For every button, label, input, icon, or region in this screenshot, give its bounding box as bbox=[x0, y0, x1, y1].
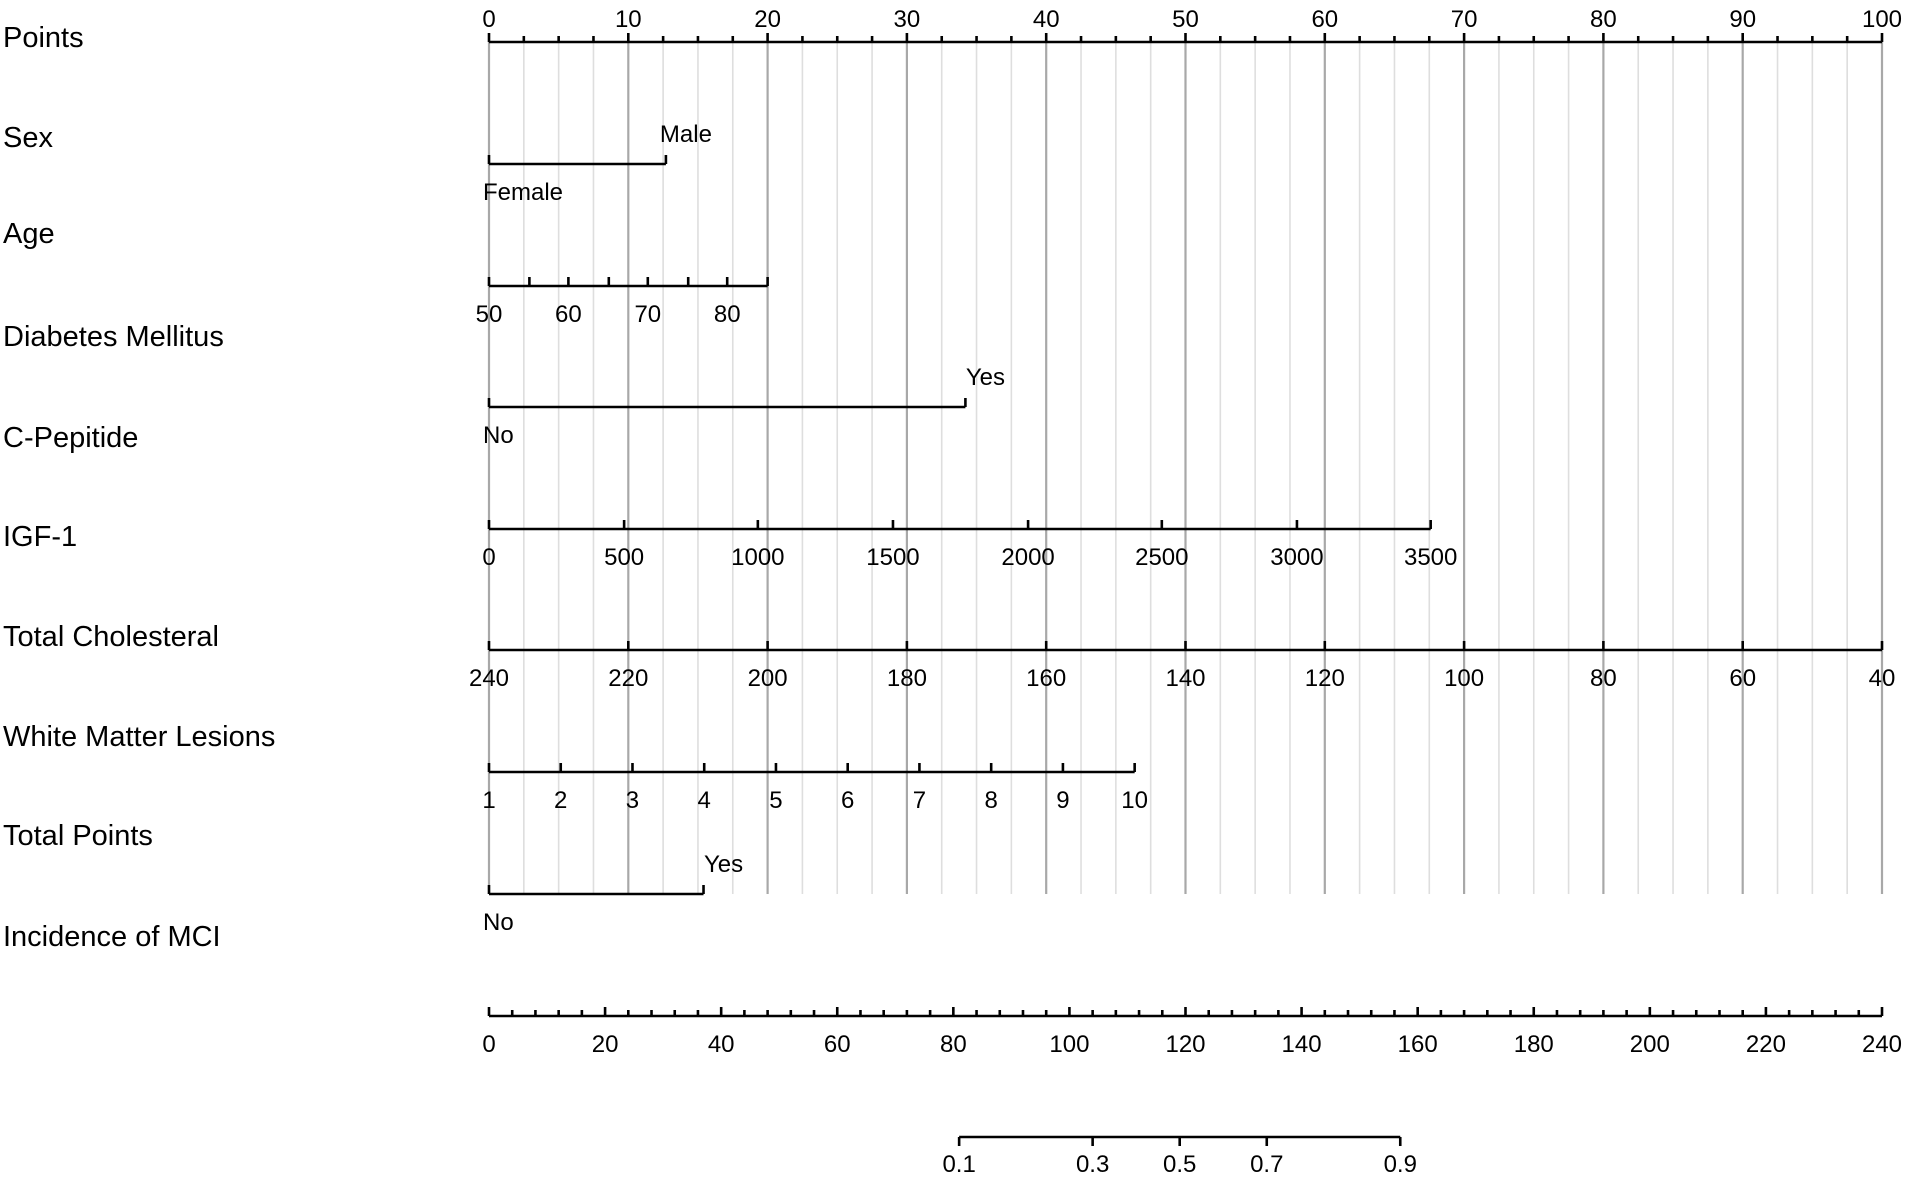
tc-tick-label: 8 bbox=[984, 787, 998, 814]
points-axis-tick-label: 20 bbox=[754, 6, 781, 33]
cpep-tick-label: 1500 bbox=[866, 544, 920, 571]
points-axis-tick-label: 0 bbox=[482, 6, 496, 33]
points-axis-tick-label: 30 bbox=[893, 6, 921, 33]
total-points-tick-label: 240 bbox=[1861, 1031, 1903, 1058]
total-points-axis-label: Total Points bbox=[3, 820, 153, 852]
igf1-tick-label: 160 bbox=[1026, 665, 1067, 692]
tc-tick-label: 10 bbox=[1121, 787, 1149, 814]
points-axis-tick-label: 10 bbox=[614, 6, 642, 33]
cpep-tick-label: 2000 bbox=[1001, 544, 1055, 571]
incidence-axis-tick-label: 0.3 bbox=[1075, 1151, 1110, 1178]
total-points-tick-label: 200 bbox=[1629, 1031, 1670, 1058]
igf1-tick-label: 60 bbox=[1729, 665, 1757, 692]
total-points-tick-label: 20 bbox=[591, 1031, 619, 1058]
age-label: Age bbox=[3, 218, 55, 250]
igf-1-label: IGF-1 bbox=[3, 521, 78, 553]
tc-tick-label: 7 bbox=[912, 787, 927, 814]
tc-tick-label: 5 bbox=[769, 787, 783, 814]
sex-level-label: Male bbox=[659, 121, 712, 148]
igf1-tick-label: 120 bbox=[1304, 665, 1345, 692]
total-points-tick-label: 220 bbox=[1745, 1031, 1786, 1058]
igf1-tick-label: 220 bbox=[608, 665, 649, 692]
white-matter-lesions-label: White Matter Lesions bbox=[3, 721, 276, 753]
incidence-axis-tick-label: 0.7 bbox=[1250, 1151, 1284, 1178]
tc-tick-label: 2 bbox=[554, 787, 568, 814]
age-tick-label: 50 bbox=[475, 301, 503, 328]
incidence-of-mci-label: Incidence of MCI bbox=[3, 921, 221, 953]
total-cholesteral-label: Total Cholesteral bbox=[3, 621, 219, 653]
igf1-tick-label: 40 bbox=[1868, 665, 1896, 692]
dm-level-label: No bbox=[483, 422, 514, 449]
age-tick-label: 70 bbox=[634, 301, 662, 328]
incidence-axis-tick-label: 0.1 bbox=[942, 1151, 976, 1178]
wml-level-label: No bbox=[483, 909, 514, 936]
igf1-tick-label: 180 bbox=[886, 665, 927, 692]
total-points-tick-label: 60 bbox=[823, 1031, 851, 1058]
cpep-tick-label: 0 bbox=[482, 544, 496, 571]
diabetes-mellitus-label: Diabetes Mellitus bbox=[3, 321, 224, 353]
points-axis-tick-label: 60 bbox=[1311, 6, 1339, 33]
tc-tick-label: 3 bbox=[625, 787, 640, 814]
sex-label: Sex bbox=[3, 122, 53, 154]
points-axis-tick-label: 40 bbox=[1032, 6, 1060, 33]
points-axis-label: Points bbox=[3, 22, 84, 54]
igf1-tick-label: 80 bbox=[1590, 665, 1617, 692]
igf1-tick-label: 140 bbox=[1165, 665, 1206, 692]
points-axis-tick-label: 100 bbox=[1861, 6, 1903, 33]
age-tick-label: 80 bbox=[713, 301, 741, 328]
cpep-tick-label: 3500 bbox=[1403, 544, 1458, 571]
points-axis-tick-label: 50 bbox=[1172, 6, 1199, 33]
points-axis-tick-label: 70 bbox=[1450, 6, 1478, 33]
tc-tick-label: 4 bbox=[697, 787, 711, 814]
c-pepitide-label: C-Pepitide bbox=[3, 422, 139, 454]
cpep-tick-label: 1000 bbox=[731, 544, 785, 571]
igf1-tick-label: 100 bbox=[1444, 665, 1485, 692]
total-points-tick-label: 140 bbox=[1281, 1031, 1322, 1058]
igf1-tick-label: 200 bbox=[747, 665, 788, 692]
igf1-tick-label: 240 bbox=[468, 665, 510, 692]
cpep-tick-label: 3000 bbox=[1270, 544, 1324, 571]
total-points-tick-label: 0 bbox=[482, 1031, 496, 1058]
total-points-tick-label: 80 bbox=[939, 1031, 967, 1058]
tc-tick-label: 9 bbox=[1056, 787, 1070, 814]
incidence-axis-tick-label: 0.5 bbox=[1163, 1151, 1197, 1178]
tc-tick-label: 1 bbox=[482, 787, 496, 814]
total-points-tick-label: 120 bbox=[1165, 1031, 1206, 1058]
dm-level-label: Yes bbox=[965, 364, 1005, 391]
total-points-tick-label: 40 bbox=[707, 1031, 735, 1058]
sex-level-label: Female bbox=[483, 179, 564, 206]
age-tick-label: 60 bbox=[555, 301, 582, 328]
cpep-tick-label: 2500 bbox=[1135, 544, 1189, 571]
points-axis-tick-label: 80 bbox=[1590, 6, 1617, 33]
cpep-tick-label: 500 bbox=[604, 544, 645, 571]
total-points-tick-label: 160 bbox=[1397, 1031, 1438, 1058]
points-axis-tick-label: 90 bbox=[1729, 6, 1757, 33]
total-points-tick-label: 180 bbox=[1513, 1031, 1554, 1058]
incidence-axis-tick-label: 0.9 bbox=[1383, 1151, 1417, 1178]
tc-tick-label: 6 bbox=[841, 787, 855, 814]
total-points-tick-label: 100 bbox=[1049, 1031, 1090, 1058]
wml-level-label: Yes bbox=[703, 851, 744, 878]
